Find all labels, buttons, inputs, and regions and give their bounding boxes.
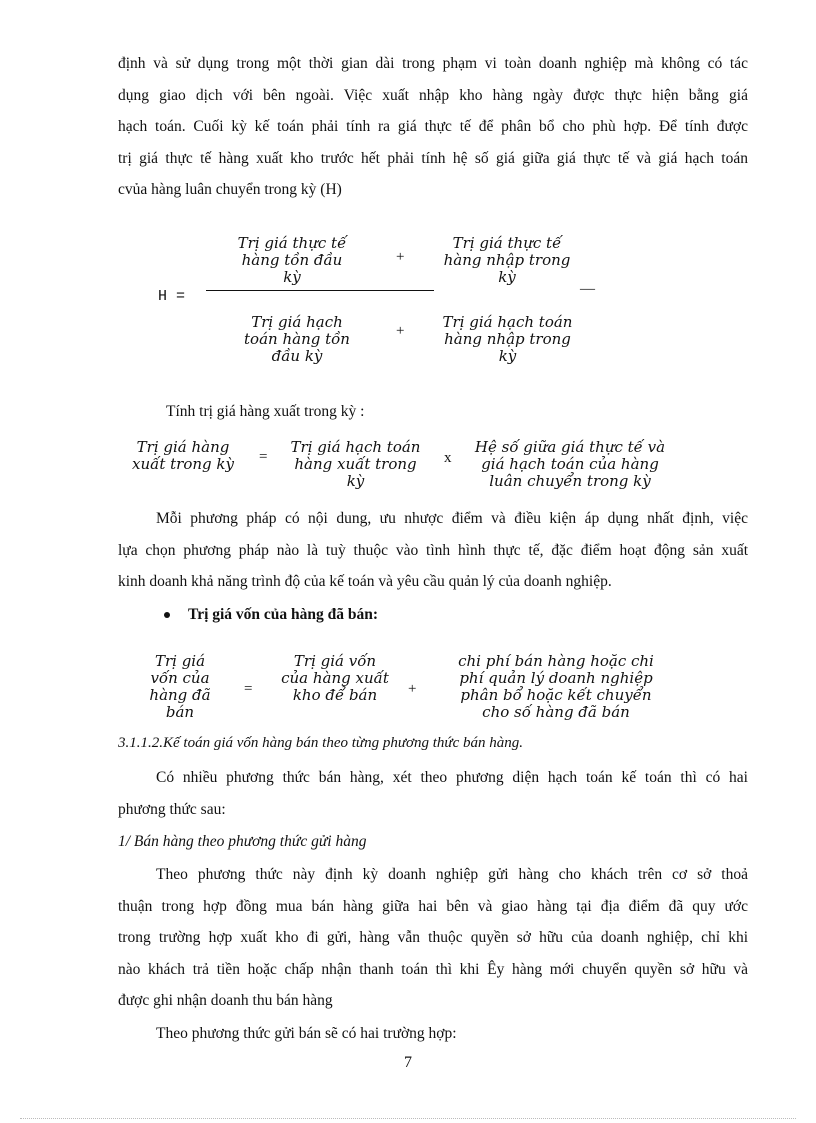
formula-x-a [128, 439, 238, 473]
formula-text: chi phí bán hàng hoặc chi [458, 652, 654, 670]
fraction-bar [206, 290, 434, 291]
text-line: trị giá thực tế hàng xuất kho trước hết phải tính hệ số giá giữa giá thực tế và giá hạch toán [118, 149, 748, 167]
formula-text: Trị giá thực tế [237, 234, 347, 252]
page-edge-divider [20, 1118, 796, 1119]
text-line: trong trường hợp xuất kho đi gửi, hàng vẫn thuộc quyền sở hữu của doanh nghiệp, chỉ khi [118, 929, 748, 946]
paragraph-cases [156, 1018, 656, 1050]
text-line: được ghi nhận doanh thu bán hàng [118, 992, 333, 1009]
text-line: 3.1.1.2.Kế toán giá vốn hàng bán theo từng phương thức bán hàng. [118, 735, 524, 751]
formula-text: hàng nhập trong [444, 330, 571, 348]
formula-h-num-right [432, 235, 582, 286]
formula-text: hàng nhập trong [443, 251, 571, 269]
formula-text: hàng tồn đầu [241, 251, 343, 269]
text-line: Theo phương thức này định kỳ doanh nghiệp gửi hàng cho khách trên cơ sở thoả [156, 866, 748, 883]
formula-text: cho số hàng đã bán [482, 703, 630, 721]
formula-text: kỳ [498, 347, 517, 365]
paragraph-methods [118, 503, 748, 598]
formula-text: hàng xuất trong [294, 455, 417, 473]
text-line: hạch toán. Cuối kỳ kế toán phải tính ra giá thực tế để phân bổ cho phù hợp. Để tính được [118, 118, 748, 135]
formula-text: toán hàng tồn [244, 330, 350, 348]
subheading [118, 826, 748, 858]
text-line: phương thức sau: [118, 800, 226, 818]
formula-v-b [270, 653, 400, 704]
text-line: Tính trị giá hàng xuất trong kỳ : [166, 403, 365, 420]
formula-x-b [283, 439, 428, 490]
formula-text: kho để bán [292, 686, 378, 704]
formula-text: vốn của [150, 669, 210, 687]
formula-text: kỳ [498, 268, 516, 286]
formula-text: xuất trong kỳ [132, 455, 234, 473]
formula-h-num-left [222, 235, 362, 286]
text-line: thuận trong hợp đồng mua bán hàng giữa hai bên và giao hàng tại địa điểm đã quy ước [118, 897, 748, 915]
formula-text: phân bổ hoặc kết chuyển [460, 686, 652, 704]
formula-text: hàng đã [149, 686, 211, 704]
formula-text: Trị giá hạch toán [290, 438, 421, 456]
formula-text: của hàng xuất [281, 669, 389, 687]
formula-text: đầu kỳ [271, 347, 323, 365]
formula-h-lhs: H = [158, 288, 186, 305]
formula-text: Trị giá vốn [293, 652, 377, 670]
formula-text: Hệ số giữa giá thực tế và [474, 438, 666, 456]
formula-v-eq: = [244, 681, 253, 697]
paragraph-intro [118, 48, 748, 206]
text-line: 1/ Bán hàng theo phương thức gửi hàng [118, 833, 367, 850]
formula-h-dash: — [580, 281, 595, 297]
formula-text: Trị giá hạch [251, 313, 343, 331]
formula-v-plus: + [408, 681, 417, 697]
formula-h-den-right [430, 314, 585, 365]
formula-h-den-left [232, 314, 362, 365]
text-line: kinh doanh khả năng trình độ của kế toán và yêu cầu quản lý của doanh nghiệp. [118, 573, 612, 590]
formula-text: kỳ [283, 268, 301, 286]
formula-v-a [130, 653, 230, 721]
formula-h-num-plus: + [396, 249, 405, 265]
formula-x-c [470, 439, 670, 490]
formula-x-intro [166, 396, 566, 428]
formula-x-times: x [444, 450, 452, 466]
formula-text: kỳ [346, 472, 365, 490]
text-line: cvủa hàng luân chuyển trong kỳ (H) [118, 181, 342, 198]
formula-text: giá hạch toán của hàng [481, 455, 659, 473]
formula-text: phí quản lý doanh nghiệp [459, 669, 653, 687]
text-line: Có nhiều phương thức bán hàng, xét theo phương diện hạch toán kế toán thì có hai [156, 769, 748, 786]
text-line: Trị giá vốn của hàng đã bán: [188, 606, 379, 623]
page-number: 7 [404, 1054, 412, 1071]
formula-x-eq: = [259, 449, 268, 465]
text-line: định và sử dụng trong một thời gian dài trong phạm vi toàn doanh nghiệp mà không có tác [118, 55, 748, 72]
text-line: lựa chọn phương pháp nào là tuỳ thuộc vào tình hình thực tế, đặc điểm hoạt động sản xuất [118, 541, 748, 559]
formula-text: Trị giá hạch toán [442, 313, 573, 331]
paragraph-consignment [118, 859, 748, 1017]
text-line: Theo phương thức gửi bán sẽ có hai trường hợp: [156, 1025, 457, 1042]
formula-v-c [440, 653, 672, 721]
text-line: Mỗi phương pháp có nội dung, ưu nhược điểm và điều kiện áp dụng nhất định, việc [156, 510, 748, 527]
text-line: dụng giao dịch với bên ngoài. Việc xuất nhập kho hàng ngày được thực hiện bằng giá [118, 86, 748, 104]
section-heading [118, 728, 748, 760]
formula-h-den-plus: + [396, 323, 405, 339]
formula-text: bán [165, 703, 195, 721]
bullet-heading [188, 599, 688, 631]
formula-text: Trị giá thực tế [452, 234, 562, 252]
formula-text: Trị giá [154, 652, 206, 670]
text-line: nào khách trả tiền hoặc chấp nhận thanh toán thì khi Êy hàng mới chuyển quyền sở hữu và [118, 960, 748, 978]
formula-text: luân chuyển trong kỳ [489, 472, 651, 490]
formula-text: Trị giá hàng [136, 438, 230, 456]
paragraph-sale-methods [118, 762, 748, 825]
bullet-icon [164, 612, 170, 618]
